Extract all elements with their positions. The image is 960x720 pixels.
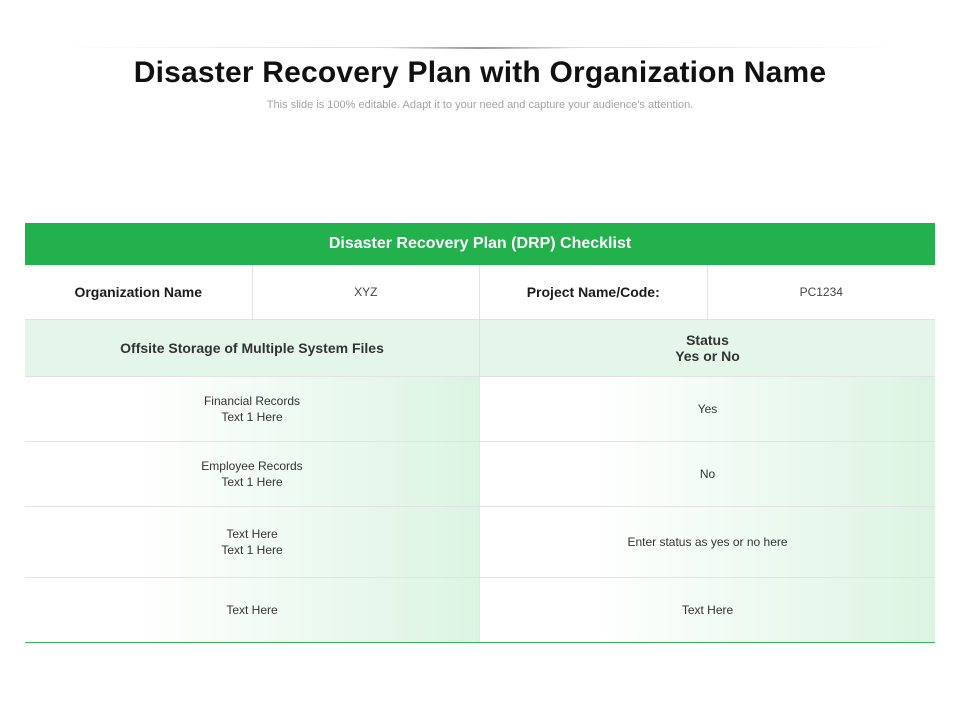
project-code-label: Project Name/Code: [480,265,708,319]
file-cell-line1: Text Here [226,527,278,541]
org-info-row [25,265,935,320]
file-cell-line2: Text 1 Here [221,543,283,557]
table-row [25,578,935,642]
file-cell-line1: Employee Records [201,459,303,473]
file-cell [25,507,480,577]
column-header-row [25,320,935,377]
file-cell-line1: Financial Records [203,394,301,408]
status-cell: No [480,442,935,506]
org-name-label: Organization Name [25,265,253,319]
table-header: Disaster Recovery Plan (DRP) Checklist [25,223,935,265]
table-row [25,377,935,442]
drp-checklist-table [25,223,935,643]
file-cell [25,442,480,506]
column-header-status [480,320,935,376]
file-cell [25,578,480,642]
page-title: Disaster Recovery Plan with Organization Name [133,56,827,89]
org-name-value: XYZ [253,265,481,319]
status-cell: Text Here [480,578,935,642]
file-cell-line2: Text 1 Here [221,475,283,489]
page-subtitle: This slide is 100% editable. Adapt it to your need and capture your audience's attention. [266,99,694,111]
project-code-value: PC1234 [799,285,843,299]
status-cell: Enter status as yes or no here [480,507,935,577]
file-cell-line1: Text Here [226,603,278,617]
column-header-status-line1: Status [686,332,729,348]
column-header-files: Offsite Storage of Multiple System Files [25,320,480,376]
table-row [25,442,935,507]
status-cell: Yes [480,377,935,441]
column-header-status-line2: Yes or No [675,348,740,364]
file-cell-line2: Text 1 Here [221,410,283,424]
table-row [25,507,935,578]
file-cell [25,377,480,441]
top-divider-accent [385,47,575,49]
